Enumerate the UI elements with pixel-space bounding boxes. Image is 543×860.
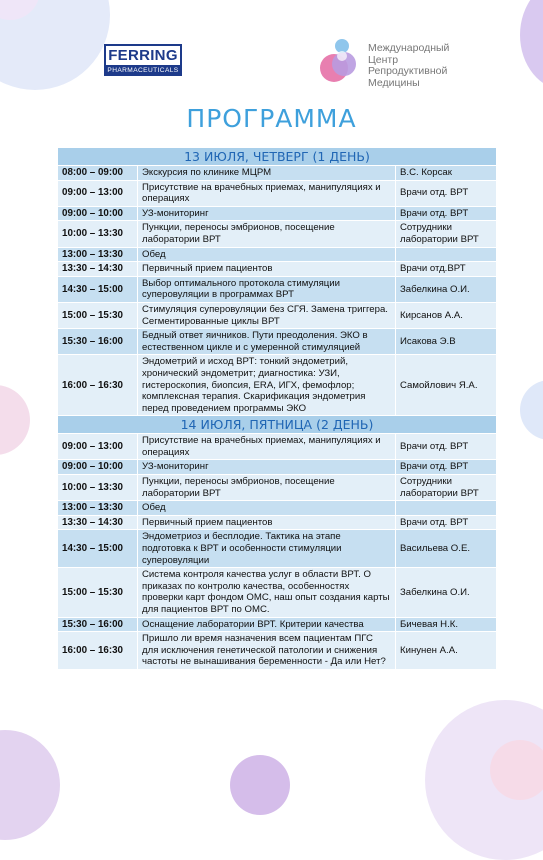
schedule-row (58, 276, 497, 302)
schedule-speaker: В.С. Корсак (396, 166, 497, 181)
schedule-topic: УЗ-мониторинг (138, 460, 396, 475)
schedule-row (58, 475, 497, 501)
schedule-topic: Выбор оптимального протокола стимуляции суперовуляции в программах ВРТ (138, 276, 396, 302)
page-title: ПРОГРАММА (186, 104, 357, 133)
day-header: 13 ИЮЛЯ, ЧЕТВЕРГ (1 ДЕНЬ) (58, 148, 497, 166)
schedule-row (58, 221, 497, 247)
schedule-row (58, 530, 497, 568)
ferring-logo (104, 44, 182, 76)
schedule-topic: Эндометриоз и бесплодие. Тактика на этапе подготовка к ВРТ и особенности стимуляции суперовуляции (138, 530, 396, 568)
decor-circle-top-right (520, 0, 543, 90)
schedule-topic: Пункции, переносы эмбрионов, посещение лаборатории ВРТ (138, 475, 396, 501)
schedule-time: 16:00 – 16:30 (58, 355, 138, 416)
schedule-time: 16:00 – 16:30 (58, 632, 138, 670)
schedule-topic: Первичный прием пациентов (138, 262, 396, 277)
schedule-time: 10:00 – 13:30 (58, 221, 138, 247)
schedule-speaker: Васильева О.Е. (396, 530, 497, 568)
schedule-row (58, 460, 497, 475)
schedule-row (58, 515, 497, 530)
schedule-time: 15:00 – 15:30 (58, 568, 138, 617)
schedule-speaker: Врачи отд. ВРТ (396, 434, 497, 460)
schedule-speaker: Самойлович Я.А. (396, 355, 497, 416)
decor-circle-bottom-mid (230, 755, 290, 815)
schedule-topic: Пришло ли время назначения всем пациентам ПГС для исключения генетической патологии и снижения частоты не вынашивания беременности - Да или Нет? (138, 632, 396, 670)
schedule-speaker (396, 501, 497, 516)
ferring-logo-name: FERRING (104, 44, 182, 65)
schedule-speaker: Кинунен А.А. (396, 632, 497, 670)
schedule-time: 13:30 – 14:30 (58, 515, 138, 530)
schedule-row (58, 247, 497, 262)
schedule-speaker: Бичевая Н.К. (396, 617, 497, 632)
day-header: 14 ИЮЛЯ, ПЯТНИЦА (2 ДЕНЬ) (58, 416, 497, 434)
schedule-speaker: Сотрудники лаборатории ВРТ (396, 221, 497, 247)
schedule-topic: Первичный прием пациентов (138, 515, 396, 530)
schedule-time: 15:00 – 15:30 (58, 302, 138, 328)
schedule-speaker: Врачи отд. ВРТ (396, 515, 497, 530)
schedule-time: 09:00 – 13:00 (58, 180, 138, 206)
schedule-row (58, 501, 497, 516)
schedule-speaker: Врачи отд. ВРТ (396, 206, 497, 221)
schedule-topic: Присутствие на врачебных приемах, манипуляциях и операциях (138, 434, 396, 460)
schedule-time: 10:00 – 13:30 (58, 475, 138, 501)
schedule-row (58, 632, 497, 670)
schedule-time: 09:00 – 10:00 (58, 206, 138, 221)
schedule-row (58, 166, 497, 181)
schedule-time: 08:00 – 09:00 (58, 166, 138, 181)
clinic-logo-line: Репродуктивной (368, 65, 448, 77)
schedule-row (58, 302, 497, 328)
schedule-topic: Оснащение лаборатории ВРТ. Критерии качества (138, 617, 396, 632)
schedule-topic: Система контроля качества услуг в области ВРТ. О приказах по контролю качества, особенностях проверки карт фондом ОМС, наш опыт создания карты для пациентов ВРТ по ОМС. (138, 568, 396, 617)
decor-circle-bottom-left (0, 730, 60, 840)
schedule-speaker: Забелкина О.И. (396, 276, 497, 302)
schedule-time: 15:30 – 16:00 (58, 329, 138, 355)
schedule-topic: Экскурсия по клинике МЦРМ (138, 166, 396, 181)
schedule-time: 13:30 – 14:30 (58, 262, 138, 277)
clinic-logo-text (368, 43, 518, 89)
schedule-row (58, 355, 497, 416)
schedule-time: 09:00 – 13:00 (58, 434, 138, 460)
schedule-time: 14:30 – 15:00 (58, 530, 138, 568)
clinic-logo-icon (316, 34, 364, 86)
decor-circle-left (0, 385, 30, 455)
schedule-speaker: Врачи отд. ВРТ (396, 460, 497, 475)
schedule-time: 14:30 – 15:00 (58, 276, 138, 302)
schedule-topic: Присутствие на врачебных приемах, манипуляциях и операциях (138, 180, 396, 206)
schedule-topic: Пункции, переносы эмбрионов, посещение лаборатории ВРТ (138, 221, 396, 247)
schedule-topic: Обед (138, 247, 396, 262)
decor-circle-right (520, 380, 543, 440)
schedule-time: 09:00 – 10:00 (58, 460, 138, 475)
program-table (57, 147, 497, 670)
schedule-speaker: Исакова Э.В (396, 329, 497, 355)
schedule-topic: УЗ-мониторинг (138, 206, 396, 221)
schedule-speaker: Забелкина О.И. (396, 568, 497, 617)
schedule-topic: Обед (138, 501, 396, 516)
ferring-logo-subtitle: PHARMACEUTICALS (104, 65, 182, 76)
schedule-time: 13:00 – 13:30 (58, 247, 138, 262)
schedule-speaker (396, 247, 497, 262)
day-header-row (58, 148, 497, 166)
schedule-time: 15:30 – 16:00 (58, 617, 138, 632)
schedule-row (58, 568, 497, 617)
schedule-row (58, 180, 497, 206)
clinic-logo-line: Международный (368, 42, 450, 54)
schedule-row (58, 262, 497, 277)
schedule-speaker: Врачи отд. ВРТ (396, 180, 497, 206)
day-header-row (58, 416, 497, 434)
clinic-logo-line: Медицины (368, 76, 420, 89)
schedule-row (58, 329, 497, 355)
schedule-topic: Бедный ответ яичников. Пути преодоления. ЭКО в естественном цикле и с умеренной стимуляцией (138, 329, 396, 355)
schedule-speaker: Сотрудники лаборатории ВРТ (396, 475, 497, 501)
schedule-speaker: Врачи отд.ВРТ (396, 262, 497, 277)
schedule-time: 13:00 – 13:30 (58, 501, 138, 516)
schedule-row (58, 617, 497, 632)
schedule-topic: Стимуляция суперовуляции без СГЯ. Замена триггера. Сегментированные циклы ВРТ (138, 302, 396, 328)
schedule-speaker: Кирсанов А.А. (396, 302, 497, 328)
decor-circle-bottom-right-inner (490, 740, 543, 800)
schedule-topic: Эндометрий и исход ВРТ: тонкий эндометрий, хронический эндометрит; диагностика: УЗИ, гистероскопия, биопсия, ERA, ИГХ, фемофлор; комплексная терапия. Скарификация эндометрия перед проведением программы ЭКО (138, 355, 396, 416)
schedule-row (58, 206, 497, 221)
clinic-logo-line: Центр (368, 53, 399, 66)
schedule-row (58, 434, 497, 460)
